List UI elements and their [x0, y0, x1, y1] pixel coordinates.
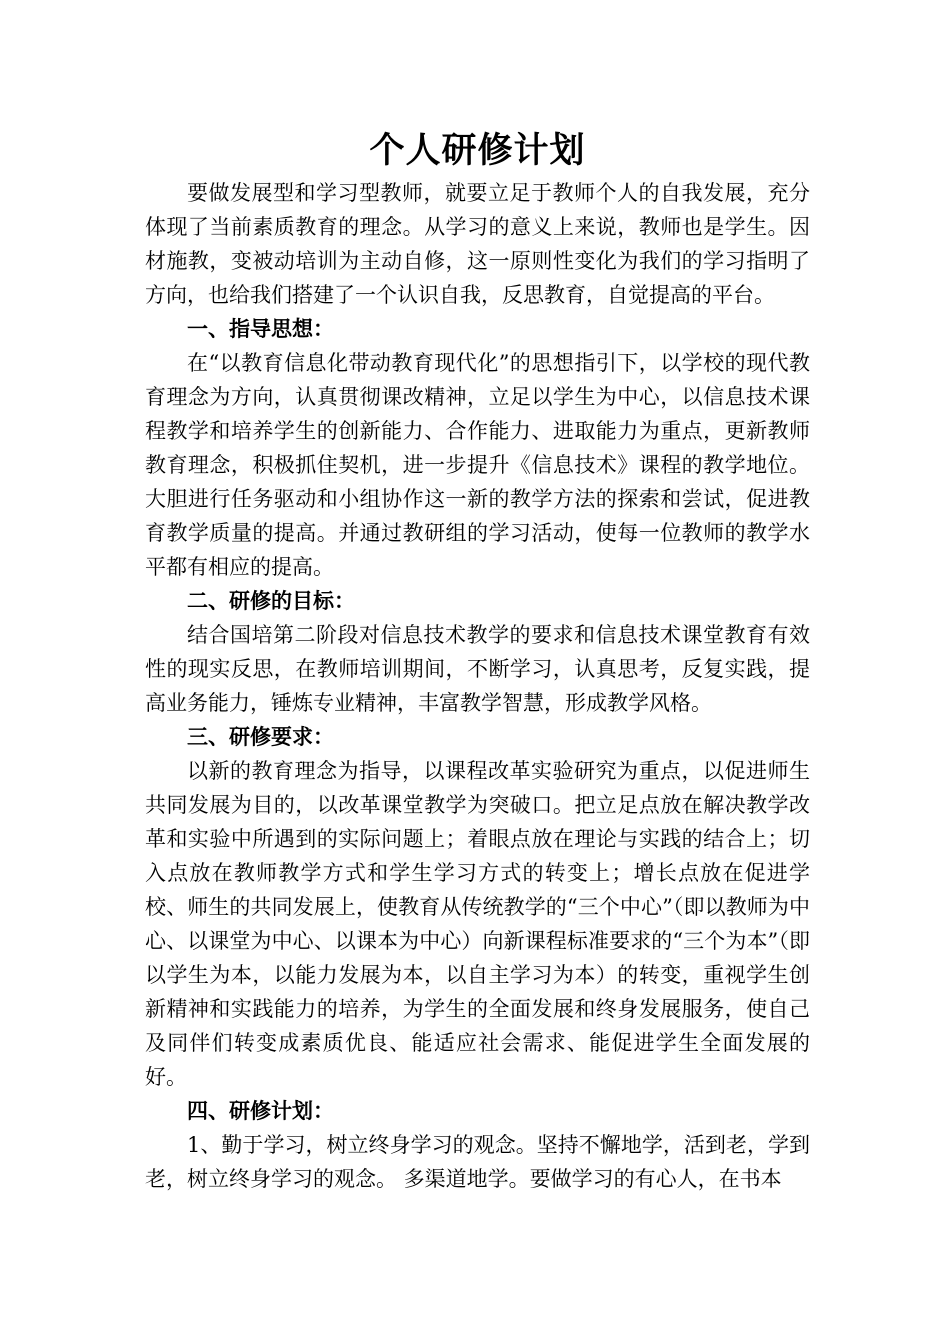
section-heading-guiding-ideology: 一、指导思想： — [187, 316, 334, 341]
guiding-ideology-paragraph: 在“以教育信息化带动教育现代化”的思想指引下，以学校的现代教育理念为方向，认真贯彻课改精神，立足以学生为中心，以信息技术课程教学和培养学生的创新能力、合作能力、进取能力为重点，更新教师教育理念，积极抓住契机，进一步提升《信息技术》课程的教学地位。大胆进行任务驱动和小组协作这一新的教学方法的探索和尝试，促进教育教学质量的提高。并通过教研组的学习活动，使每一位教师的教学水平都有相应的提高。 — [145, 351, 810, 579]
section-heading-plan: 四、研修计划： — [187, 1098, 334, 1123]
section-heading-requirements: 三、研修要求： — [187, 724, 334, 749]
section-heading-goals: 二、研修的目标： — [187, 588, 355, 613]
requirements-paragraph: 以新的教育理念为指导，以课程改革实验研究为重点，以促进师生共同发展为目的，以改革课堂教学为突破口。把立足点放在解决教学改革和实验中所遇到的实际问题上；着眼点放在理论与实践的结合上；切入点放在教师教学方式和学生学习方式的转变上；增长点放在促进学校、师生的共同发展上，使教育从传统教学的“三个中心”（即以教师为中心、以课堂为中心、以课本为中心）向新课程标准要求的“三个为本”（即以学生为本，以能力发展为本，以自主学习为本）的转变，重视学生创新精神和实践能力的培养，为学生的全面发展和终身发展服务，使自己及同伴们转变成素质优良、能适应社会需求、能促进学生全面发展的好。 — [145, 759, 810, 1089]
document-title: 个人研修计划 — [369, 130, 586, 171]
document-body — [145, 128, 810, 1196]
plan-paragraph: 1、勤于学习，树立终身学习的观念。坚持不懈地学，活到老，学到老，树立终身学习的观念。 多渠道地学。要做学习的有心人，在书本 — [145, 1133, 810, 1191]
goals-paragraph: 结合国培第二阶段对信息技术教学的要求和信息技术课堂教育有效性的现实反思，在教师培训期间，不断学习，认真思考，反复实践，提高业务能力，锤炼专业精神，丰富教学智慧，形成教学风格。 — [145, 623, 810, 715]
intro-paragraph: 要做发展型和学习型教师，就要立足于教师个人的自我发展，充分体现了当前素质教育的理念。从学习的意义上来说，教师也是学生。因材施教，变被动培训为主动自修，这一原则性变化为我们的学习指明了方向，也给我们搭建了一个认识自我，反思教育，自觉提高的平台。 — [145, 181, 810, 307]
